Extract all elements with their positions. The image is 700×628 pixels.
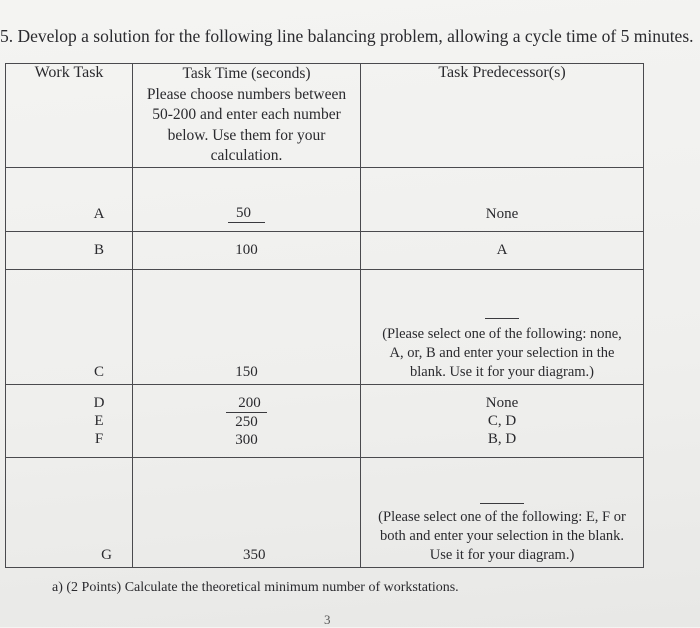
task-cell: C [6,270,133,385]
predecessor-cell-group [361,385,644,458]
time-cell: 350 [133,458,361,568]
instruction-line: calculation. [210,147,283,164]
task-cell-group [6,385,133,458]
time-cell: 100 [133,232,361,270]
time-value: 50 [228,205,265,223]
instruction-line: 50-200 and enter each number [152,106,341,123]
table-row [6,385,644,458]
problem-heading: 5. Develop a solution for the following line balancing problem, allowing a cycle time of 5 minutes. [0,26,694,46]
time-cell-group [133,385,361,458]
time-cell [133,168,361,232]
table-row [6,270,644,385]
task-cell: A [6,168,133,232]
note-line: Use it for your diagram.) [429,547,575,563]
note-line: (Please select one of the following: E, F or [378,509,626,525]
header-row [6,64,644,168]
table-row [6,458,644,568]
predecessor-value: C, D [487,413,517,429]
predecessor-cell: None [361,168,644,232]
predecessor-note-cell [361,270,644,385]
task-label: F [94,431,104,447]
note-line: (Please select one of the following: none, [382,326,622,342]
time-value: 300 [235,431,258,448]
task-cell: B [6,232,133,270]
answer-blank[interactable] [485,305,519,319]
line-balancing-table [5,63,644,568]
question-a: a) (2 Points) Calculate the theoretical minimum number of workstations. [52,580,459,595]
instruction-line: Please choose numbers between [146,85,347,103]
predecessor-value: B, D [487,431,517,447]
note-line: blank. Use it for your diagram.) [409,364,595,380]
table-row [6,168,644,232]
table-row [6,232,644,270]
predecessor-value: None [485,395,519,411]
task-cell: G [6,458,133,568]
task-label: E [94,413,104,429]
predecessor-note-cell [361,458,644,568]
header-task-time [133,64,361,168]
task-time-title: Task Time (seconds) [182,65,311,82]
header-work-task: Work Task [6,64,133,168]
predecessor-cell: A [361,232,644,270]
time-cell: 150 [133,270,361,385]
task-label: D [93,395,105,411]
instruction-line: below. Use them for your [167,126,326,144]
note-line: A, or, B and enter your selection in the [389,345,615,361]
time-value: 250 [235,413,258,430]
note-line: both and enter your selection in the blank. [379,528,624,544]
answer-blank[interactable] [480,493,524,504]
page-number: 3 [324,612,331,627]
header-predecessors: Task Predecessor(s) [361,64,644,168]
time-value: 200 [226,394,267,413]
